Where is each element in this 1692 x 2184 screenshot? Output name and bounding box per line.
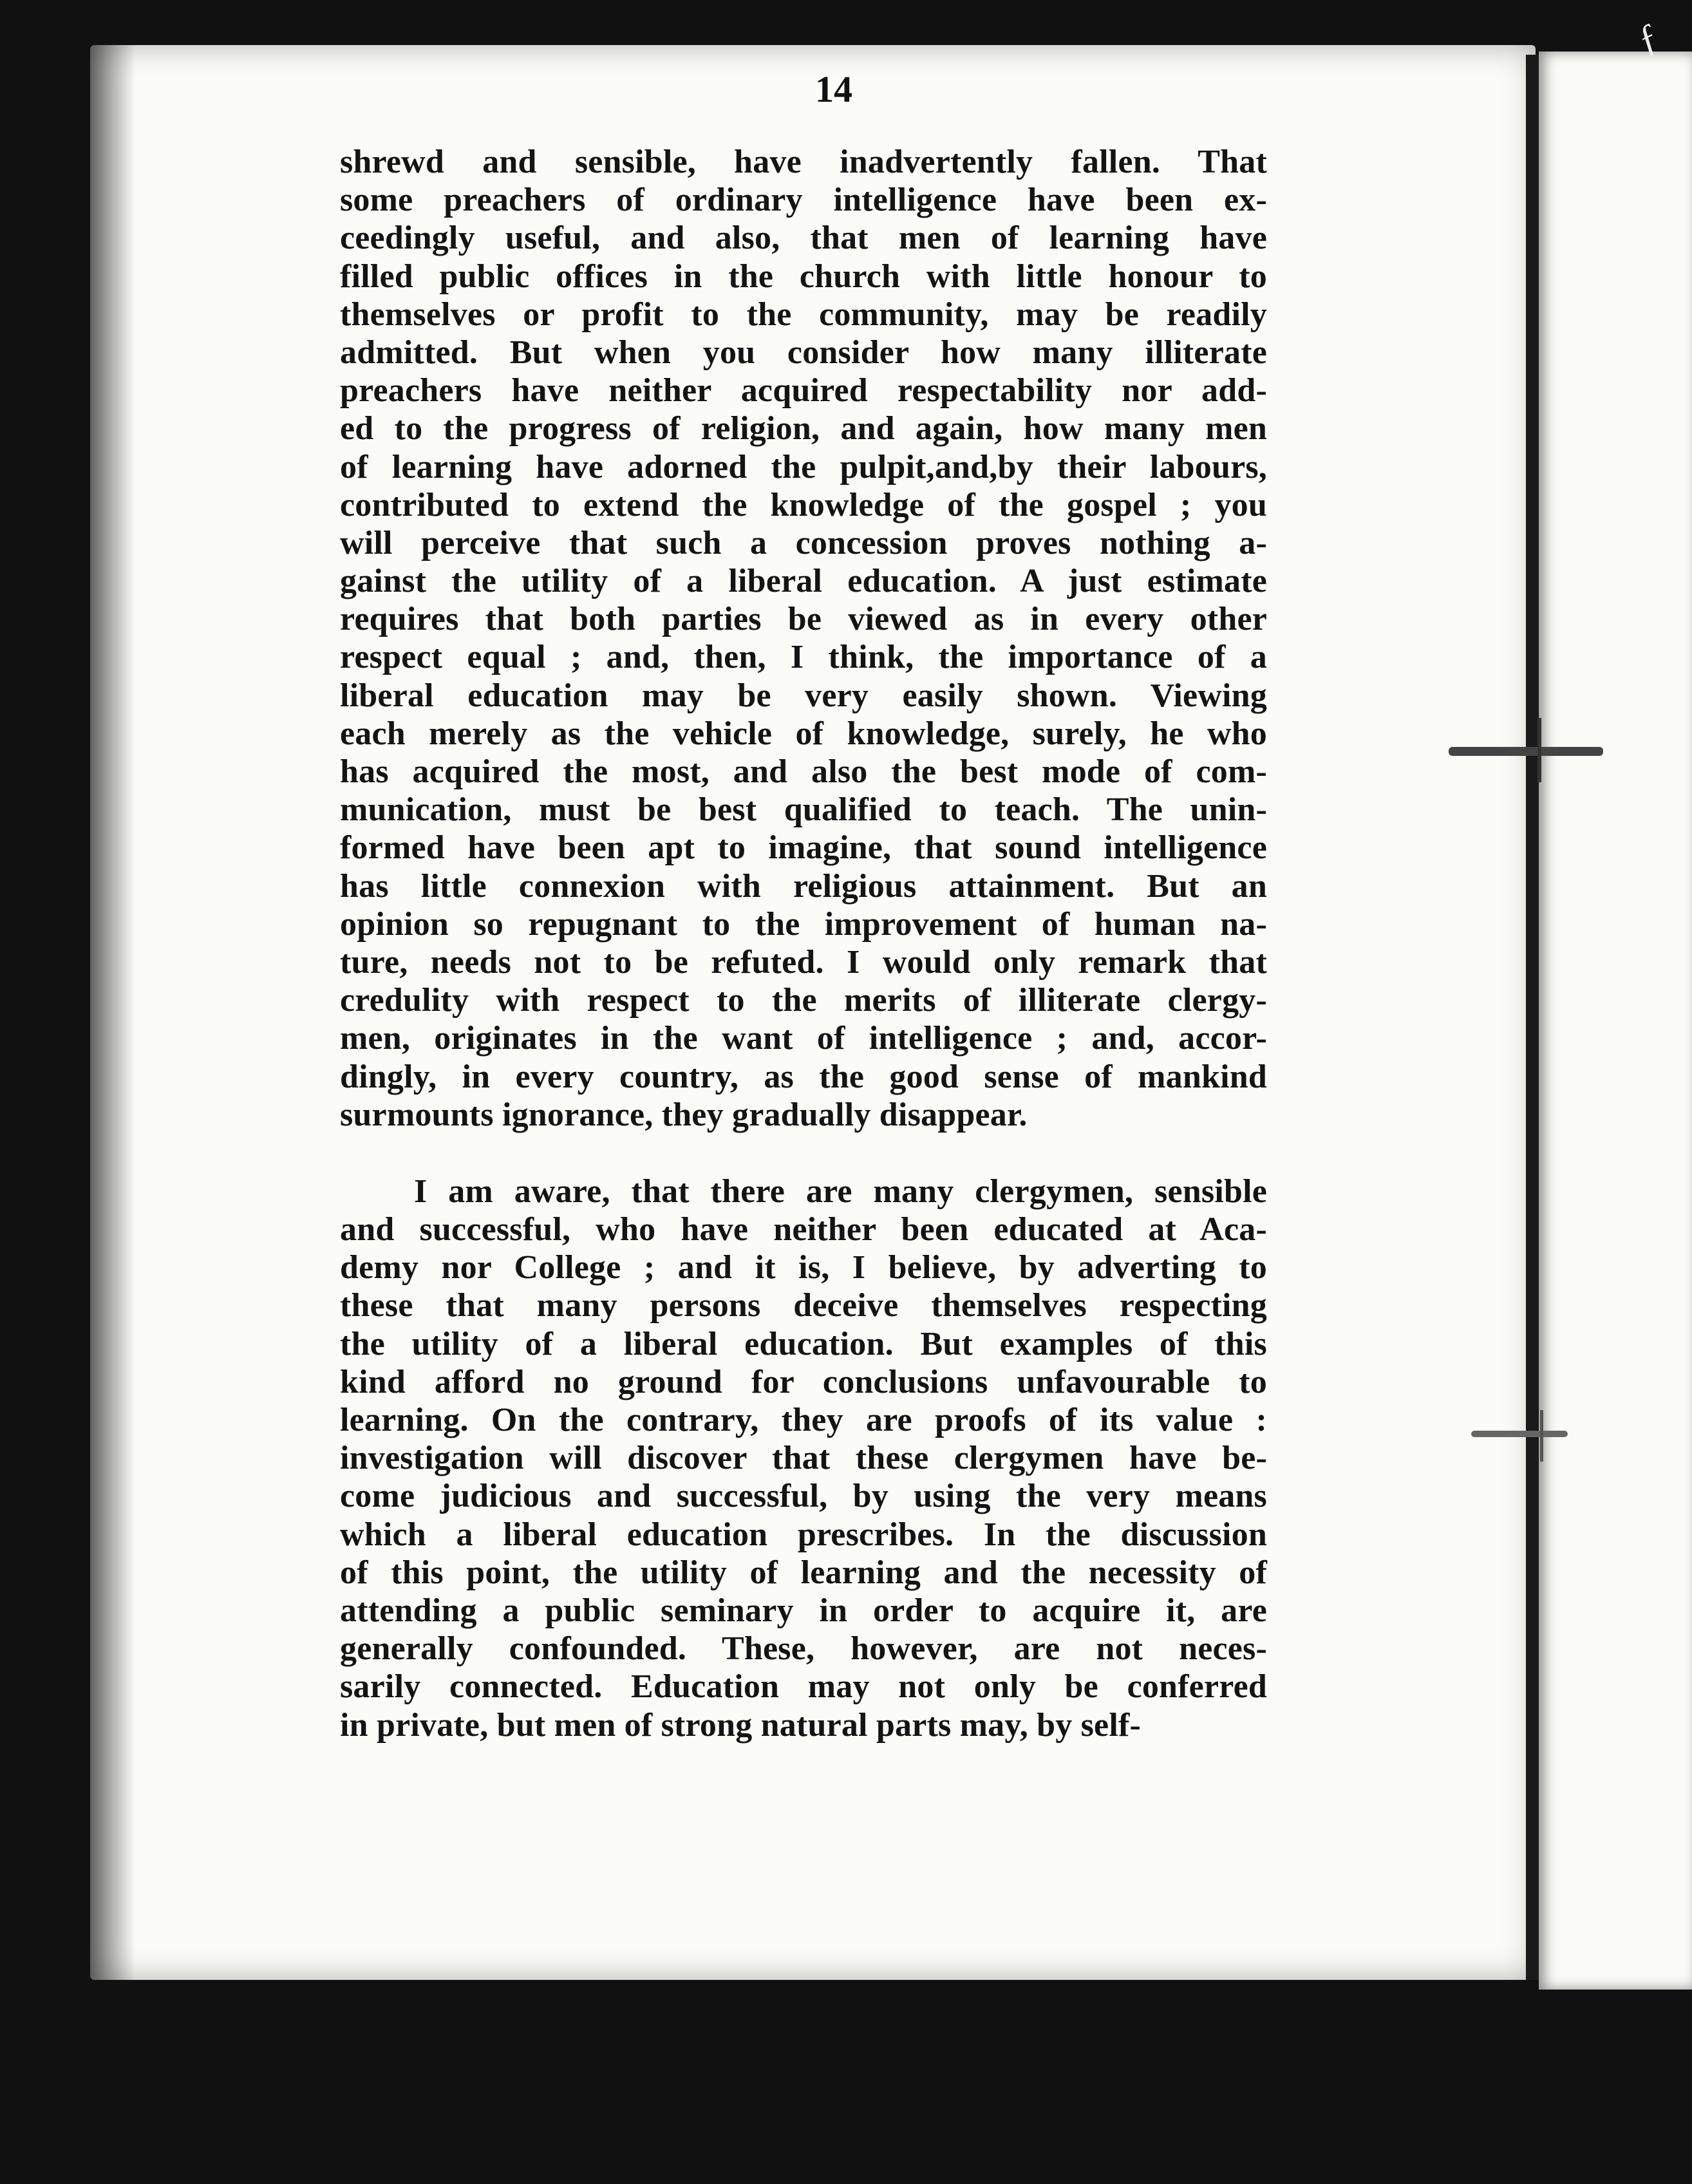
scan-mark [1537,718,1541,782]
text-line: formed have been apt to imagine, that sound intelligence [340,829,1267,867]
corner-mark-icon: ƒ [1630,14,1666,62]
text-line: I am aware, that there are many clergymen, sensible [414,1172,1267,1210]
text-line: men, originates in the want of intelligence ; and, accor- [340,1020,1267,1057]
text-line: gainst the utility of a liberal education. A just estimate [340,563,1267,600]
text-line: sarily connected. Education may not only be conferred [340,1668,1267,1706]
text-line: ed to the progress of religion, and again, how many men [340,410,1267,447]
text-line: which a liberal education prescribes. In the discussion [340,1516,1267,1553]
text-line: demy nor College ; and it is, I believe, by adverting to [340,1249,1267,1286]
text-line: generally confounded. These, however, are not neces- [340,1630,1267,1668]
text-line: each merely as the vehicle of knowledge, surely, he who [340,715,1267,752]
text-line: of learning have adorned the pulpit,and,by their labours, [340,448,1267,485]
text-line: themselves or profit to the community, may be readily [340,296,1267,333]
text-line: shrewd and sensible, have inadvertently fallen. That [340,144,1267,180]
page-number: 14 [815,68,852,110]
text-line: contributed to extend the knowledge of the gospel ; you [340,486,1267,523]
text-line: ceedingly useful, and also, that men of learning have [340,220,1267,257]
text-line: requires that both parties be viewed as in every other [340,601,1267,638]
text-line: learning. On the contrary, they are proofs of its value : [340,1402,1267,1438]
text-line: and successful, who have neither been educated at Aca- [340,1211,1267,1248]
text-line: admitted. But when you consider how many illiterate [340,334,1267,371]
text-line: dingly, in every country, as the good sense of mankind [340,1058,1267,1095]
page-text [340,143,1267,1744]
text-line: ture, needs not to be refuted. I would only remark that [340,943,1267,981]
text-line: preachers have neither acquired respectability nor add- [340,372,1267,410]
text-line: opinion so repugnant to the improvement of human na- [340,905,1267,943]
facing-page-edge [1539,52,1692,1990]
scan-mark [1471,1431,1568,1437]
text-line: attending a public seminary in order to acquire it, are [340,1592,1267,1629]
paragraph-gap [340,1134,1267,1172]
text-line: respect equal ; and, then, I think, the importance of a [340,639,1267,676]
scan-mark [1540,1410,1543,1462]
text-line: credulity with respect to the merits of illiterate clergy- [340,982,1267,1019]
text-line: munication, must be best qualified to teach. The unin- [340,791,1267,829]
text-line: filled public offices in the church with little honour to [340,258,1267,295]
paragraph-2 [340,1172,1267,1744]
text-line: come judicious and successful, by using the very means [340,1478,1267,1515]
text-line: the utility of a liberal education. But examples of this [340,1325,1267,1362]
text-line: liberal education may be very easily shown. Viewing [340,677,1267,714]
text-line: in private, but men of strong natural parts may, by self- [340,1706,1142,1744]
text-line: kind afford no ground for conclusions unfavourable to [340,1363,1267,1400]
text-line: has little connexion with religious attainment. But an [340,867,1267,905]
text-line: of this point, the utility of learning and the necessity of [340,1554,1267,1591]
paragraph-1 [340,143,1267,1134]
text-line: surmounts ignorance, they gradually disappear. [340,1096,1028,1133]
text-line: these that many persons deceive themselves respecting [340,1287,1267,1324]
text-line: has acquired the most, and also the best mode of com- [340,753,1267,790]
text-line: some preachers of ordinary intelligence have been ex- [340,182,1267,219]
text-line: investigation will discover that these clergymen have be- [340,1440,1267,1477]
text-line: will perceive that such a concession proves nothing a- [340,524,1267,561]
scan-mark [1449,747,1603,756]
